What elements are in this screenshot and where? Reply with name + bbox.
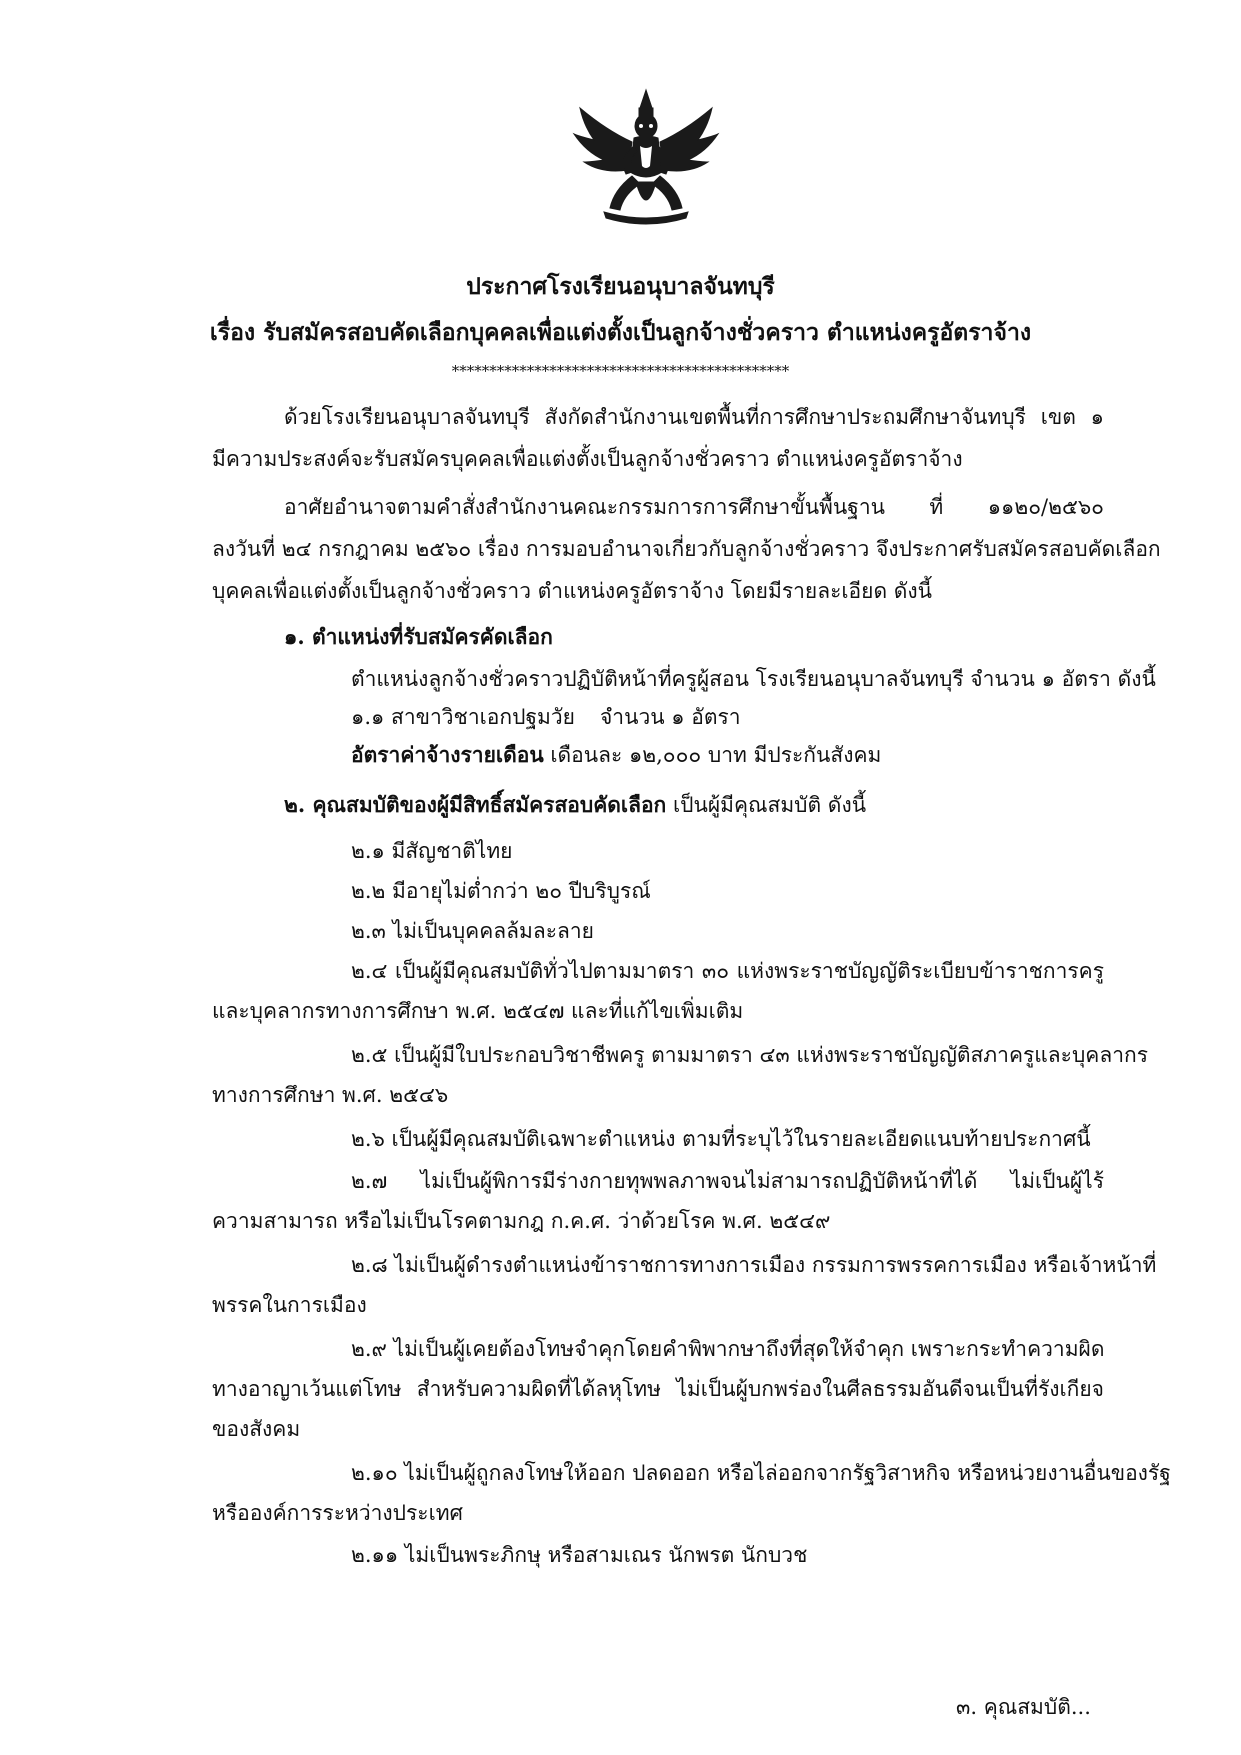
item-2-6: ๒.๖ เป็นผู้มีคุณสมบัติเฉพาะตำแหน่ง ตามที่ระบุไว้ในรายละเอียดแนบท้ายประกาศนี้ — [351, 1127, 1091, 1151]
item-2-11: ๒.๑๑ ไม่เป็นพระภิกษุ หรือสามเณร นักพรต นักบวช — [351, 1543, 808, 1567]
wage-label: อัตราค่าจ้างรายเดือน — [351, 742, 544, 767]
intro-paragraph-2-line-1: อาศัยอำนาจตามคำสั่งสำนักงานคณะกรรมการการศึกษาขั้นพื้นฐาน ที่ ๑๑๒๐/๒๕๖๐ — [284, 495, 1104, 519]
item-2-9-line-1: ๒.๙ ไม่เป็นผู้เคยต้องโทษจำคุกโดยคำพิพากษาถึงที่สุดให้จำคุก เพราะกระทำความผิด — [351, 1337, 1105, 1361]
item-2-4-line-2: และบุคลากรทางการศึกษา พ.ศ. ๒๕๔๗ และที่แก้ไขเพิ่มเติม — [212, 999, 744, 1023]
item-2-4-line-1: ๒.๔ เป็นผู้มีคุณสมบัติทั่วไปตามมาตรา ๓๐ แห่งพระราชบัญญัติระเบียบข้าราชการครู — [351, 959, 1104, 983]
intro-paragraph-2-line-2: ลงวันที่ ๒๔ กรกฎาคม ๒๕๖๐ เรื่อง การมอบอำนาจเกี่ยวกับลูกจ้างชั่วคราว จึงประกาศรับสมัครสอบคัดเลือก — [212, 537, 1161, 561]
item-2-8-line-2: พรรคในการเมือง — [212, 1293, 367, 1317]
intro-paragraph-2-line-3: บุคคลเพื่อแต่งตั้งเป็นลูกจ้างชั่วคราว ตำแหน่งครูอัตราจ้าง โดยมีรายละเอียด ดังนี้ — [212, 579, 933, 603]
continued-marker: ๓. คุณสมบัติ... — [956, 1695, 1091, 1719]
item-2-8-line-1: ๒.๘ ไม่เป็นผู้ดำรงตำแหน่งข้าราชการทางการเมือง กรรมการพรรคการเมือง หรือเจ้าหน้าที่ — [351, 1253, 1157, 1277]
section-1-heading: ๑. ตำแหน่งที่รับสมัครคัดเลือก — [284, 624, 553, 649]
wage-line — [351, 740, 881, 770]
item-2-7-line-1: ๒.๗ ไม่เป็นผู้พิการมีร่างกายทุพพลภาพจนไม่สามารถปฏิบัติหน้าที่ได้ ไม่เป็นผู้ไร้ — [351, 1169, 1104, 1193]
intro-paragraph-1-line-2: มีความประสงค์จะรับสมัครบุคคลเพื่อแต่งตั้งเป็นลูกจ้างชั่วคราว ตำแหน่งครูอัตราจ้าง — [212, 447, 963, 471]
item-2-1: ๒.๑ มีสัญชาติไทย — [351, 839, 513, 863]
item-1-1-count: จำนวน ๑ อัตรา — [600, 705, 741, 729]
announcement-subject: เรื่อง รับสมัครสอบคัดเลือกบุคคลเพื่อแต่งตั้งเป็นลูกจ้างชั่วคราว ตำแหน่งครูอัตราจ้าง — [209, 319, 1032, 346]
item-2-9-line-3: ของสังคม — [212, 1417, 301, 1441]
item-2-10-line-1: ๒.๑๐ ไม่เป็นผู้ถูกลงโทษให้ออก ปลดออก หรือไล่ออกจากรัฐวิสาหกิจ หรือหน่วยงานอื่นของรัฐ — [351, 1461, 1171, 1485]
announcement-title: ประกาศโรงเรียนอนุบาลจันทบุรี — [466, 273, 775, 300]
section-1-line-1: ตำแหน่งลูกจ้างชั่วคราวปฏิบัติหน้าที่ครูผู้สอน โรงเรียนอนุบาลจันทบุรี จำนวน ๑ อัตรา ดังนี้ — [351, 667, 1156, 691]
item-1-1: ๑.๑ สาขาวิชาเอกปฐมวัย — [351, 705, 575, 729]
section-2-heading-tail: เป็นผู้มีคุณสมบัติ ดังนี้ — [666, 793, 867, 817]
wage-text: เดือนละ ๑๒,๐๐๐ บาท มีประกันสังคม — [543, 743, 882, 767]
item-2-9-line-2: ทางอาญาเว้นแต่โทษ สำหรับความผิดที่ได้ลหุโทษ ไม่เป็นผู้บกพร่องในศีลธรรมอันดีจนเป็นที่รังเกียจ — [212, 1377, 1104, 1401]
item-2-3: ๒.๓ ไม่เป็นบุคคลล้มละลาย — [351, 919, 594, 943]
item-2-5-line-1: ๒.๕ เป็นผู้มีใบประกอบวิชาชีพครู ตามมาตรา ๔๓ แห่งพระราชบัญญัติสภาครูและบุคลากร — [351, 1043, 1148, 1067]
item-2-2: ๒.๒ มีอายุไม่ต่ำกว่า ๒๐ ปีบริบูรณ์ — [351, 879, 651, 903]
intro-paragraph-1-line-1: ด้วยโรงเรียนอนุบาลจันทบุรี สังกัดสำนักงานเขตพื้นที่การศึกษาประถมศึกษาจันทบุรี เขต ๑ — [284, 405, 1104, 429]
section-2-heading-line — [284, 790, 866, 820]
item-2-5-line-2: ทางการศึกษา พ.ศ. ๒๕๔๖ — [212, 1083, 449, 1107]
garuda-emblem-icon — [570, 86, 722, 230]
section-2-heading: ๒. คุณสมบัติของผู้มีสิทธิ์สมัครสอบคัดเลือก — [284, 792, 667, 817]
separator-line: ********************************************* — [451, 362, 790, 380]
item-2-10-line-2: หรือองค์การระหว่างประเทศ — [212, 1501, 463, 1525]
item-2-7-line-2: ความสามารถ หรือไม่เป็นโรคตามกฎ ก.ค.ศ. ว่าด้วยโรค พ.ศ. ๒๕๔๙ — [212, 1209, 831, 1233]
